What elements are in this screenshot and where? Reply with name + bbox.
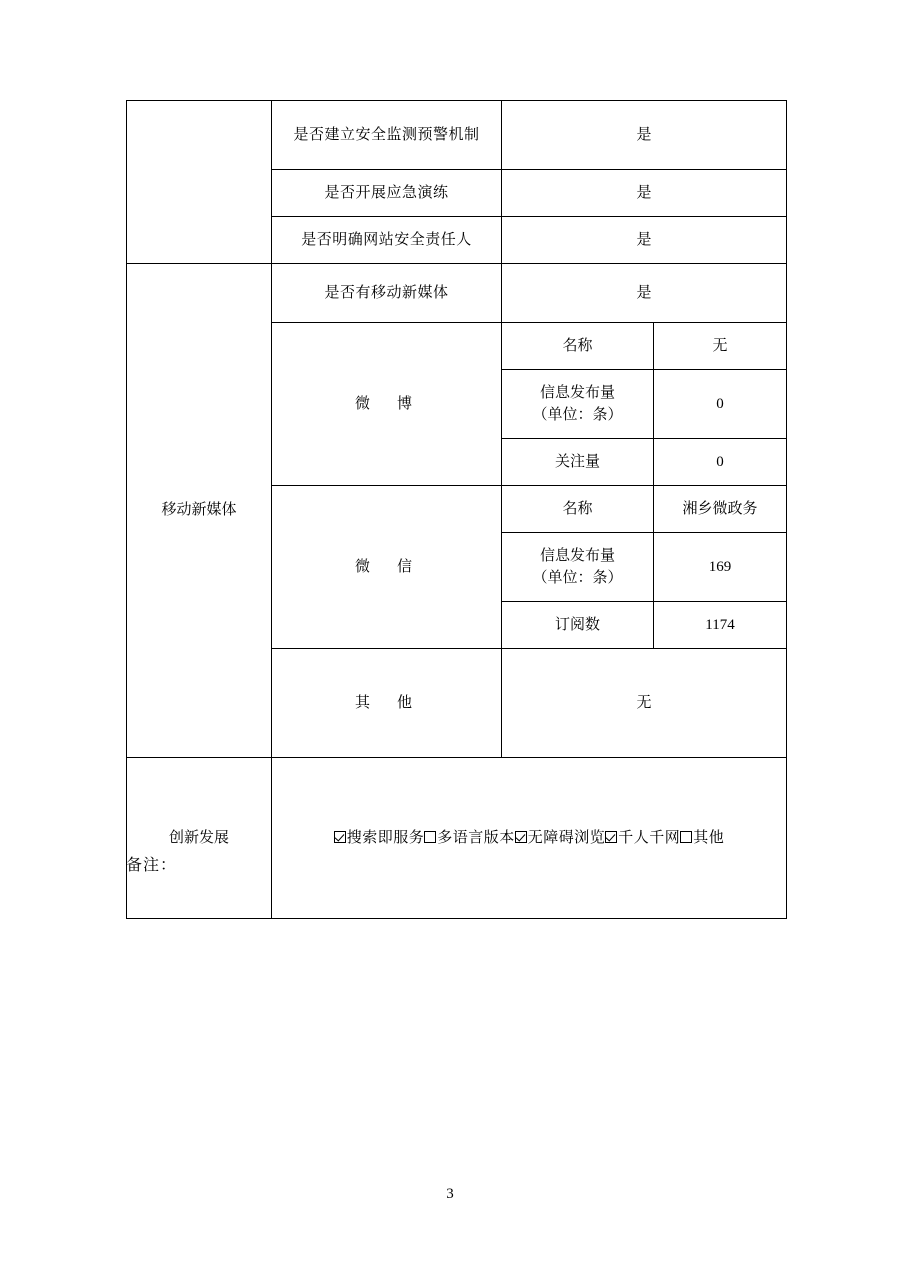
innovation-option-0-label: 搜索即服务 <box>346 829 425 846</box>
table-row <box>127 758 787 919</box>
remark-label: 备注： <box>126 857 178 874</box>
has-media-value: 是 <box>502 264 787 323</box>
innovation-option-1-label: 多语言版本 <box>437 829 515 846</box>
weibo-name-value: 无 <box>654 323 787 370</box>
has-media-label: 是否有移动新媒体 <box>272 264 502 323</box>
page-number: 3 <box>446 1186 454 1202</box>
table-row <box>127 101 787 170</box>
weixin-name-value: 湘乡微政务 <box>654 486 787 533</box>
weixin-subscribers-label: 订阅数 <box>502 602 654 649</box>
innovation-options-cell <box>272 758 787 919</box>
innovation-options <box>276 827 782 850</box>
weibo-name-label: 名称 <box>502 323 654 370</box>
checkbox-icon[interactable] <box>605 831 617 843</box>
security-value-1: 是 <box>502 170 787 217</box>
innovation-option-3-label: 千人千网 <box>618 829 681 846</box>
mobile-media-section-label: 移动新媒体 <box>127 264 272 758</box>
security-value-2: 是 <box>502 217 787 264</box>
weixin-publish-value: 169 <box>654 533 787 602</box>
checkbox-icon[interactable] <box>680 831 692 843</box>
innovation-option-2-label: 无障碍浏览 <box>527 829 606 846</box>
weixin-subscribers-value: 1174 <box>654 602 787 649</box>
weixin-publish-label-line2: （单位：条） <box>532 570 623 586</box>
security-label-1: 是否开展应急演练 <box>272 170 502 217</box>
other-media-label: 其 他 <box>272 649 502 758</box>
weibo-publish-value: 0 <box>654 370 787 439</box>
other-media-value: 无 <box>502 649 787 758</box>
report-table <box>126 100 787 919</box>
weibo-followers-label: 关注量 <box>502 439 654 486</box>
innovation-option-1[interactable] <box>424 830 515 846</box>
innovation-option-4[interactable] <box>680 830 724 846</box>
checkbox-icon[interactable] <box>515 831 527 843</box>
innovation-option-0[interactable] <box>334 830 425 846</box>
innovation-label: 创新发展 <box>127 758 272 919</box>
innovation-option-3[interactable] <box>605 830 680 846</box>
weixin-name-label: 名称 <box>502 486 654 533</box>
weixin-publish-label-line1: 信息发布量 <box>539 547 615 564</box>
weibo-label: 微 博 <box>272 323 502 486</box>
innovation-option-4-label: 其他 <box>693 829 725 846</box>
security-value-0: 是 <box>502 101 787 170</box>
weibo-publish-label <box>502 370 654 439</box>
innovation-option-2[interactable] <box>515 830 606 846</box>
table-row <box>127 264 787 323</box>
security-label-2: 是否明确网站安全责任人 <box>272 217 502 264</box>
weixin-publish-label <box>502 533 654 602</box>
security-section-label <box>127 101 272 264</box>
weixin-label: 微 信 <box>272 486 502 649</box>
weibo-followers-value: 0 <box>654 439 787 486</box>
checkbox-icon[interactable] <box>334 831 346 843</box>
weibo-publish-label-line2: （单位：条） <box>532 407 623 423</box>
weibo-publish-label-line1: 信息发布量 <box>539 384 615 401</box>
security-label-0: 是否建立安全监测预警机制 <box>272 101 502 170</box>
checkbox-icon[interactable] <box>424 831 436 843</box>
